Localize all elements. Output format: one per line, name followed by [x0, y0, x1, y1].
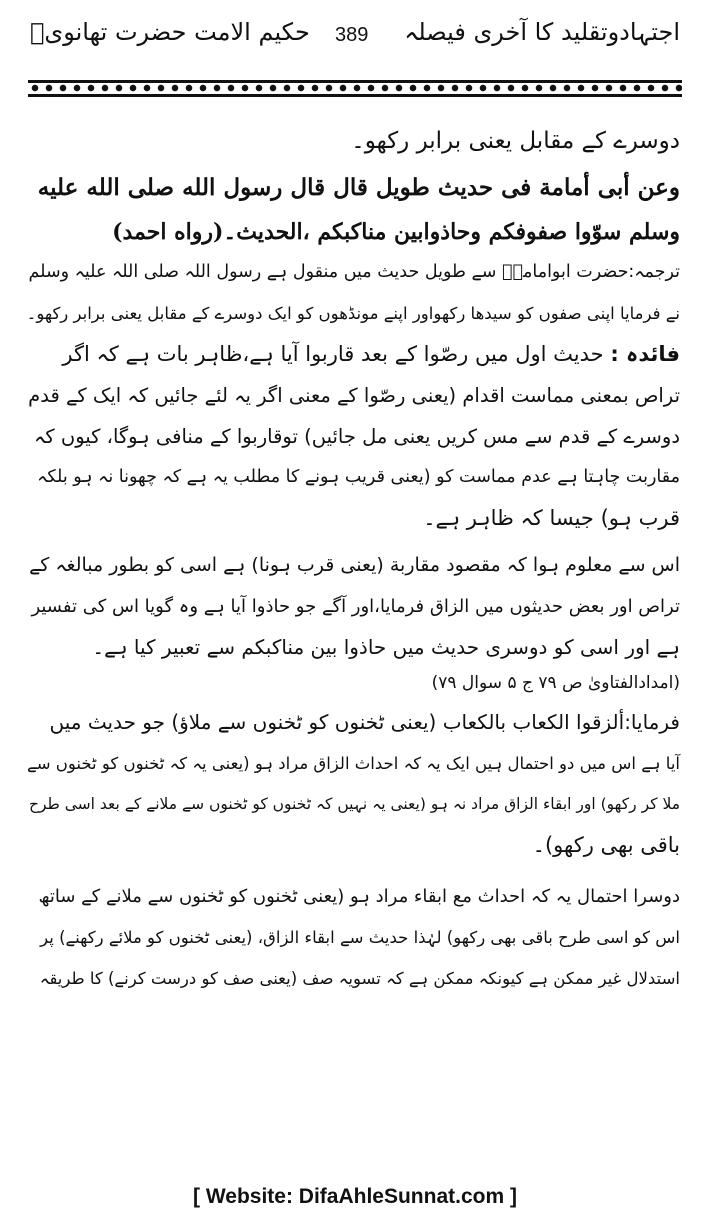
header-ornament-divider — [28, 80, 682, 98]
text-line: دوسرے کے قدم سے مس کریں یعنی مل جائیں) توقاربوا کے منافی ہوگا، کیوں کہ — [33, 425, 680, 448]
text-line: مقاربت چاہتا ہے عدم مماست کو (یعنی قریب ہونے کا مطلب یہ ہے کہ چھونا نہ ہو بلکہ — [37, 467, 680, 487]
arabic-hadith-line: وسلم سوّوا صفوفکم وحاذوابین مناکبکم ،الحدیث۔(رواه احمد) — [112, 219, 680, 245]
text-line: باقی بھی رکھو)۔ — [532, 833, 680, 857]
page-number: 389 — [335, 24, 369, 46]
text-line: فرمایا:ألزقوا الکعاب بالکعاب (یعنی ٹخنوں کو ٹخنوں سے ملاؤ) جو حدیث میں — [49, 710, 680, 734]
book-title: اجتہادوتقلید کا آخری فیصلہ — [404, 18, 680, 46]
text-line — [28, 334, 680, 375]
page-body — [28, 118, 680, 999]
benefit-label: فائدہ : — [610, 342, 680, 366]
ornament-bottom-line — [28, 94, 682, 97]
author-name: حکیم الامت حضرت تھانویؒ — [30, 18, 310, 46]
reference-citation: (امدادالفتاویٰ ص ۷۹ ج ۵ سوال ۷۹) — [431, 673, 680, 693]
text-line: ترجمہ:حضرت ابوامامہؓ سے طویل حدیث میں منقول ہے رسول اللہ صلی اللہ علیہ وسلم — [28, 262, 680, 282]
text-line: ملا کر رکھو) اور ابقاء الزاق مراد نہ ہو (یعنی یہ نہیں کہ ٹخنوں کو ٹخنوں سے ملانے کے بعد اسی طرح — [28, 795, 680, 813]
text-line: استدلال غیر ممکن ہے کیونکہ ممکن ہے کہ تسویہ صف (یعنی صف کو درست کرنے) کا طریقہ — [39, 969, 680, 988]
page-header — [30, 14, 680, 58]
text-line: دوسرے کے مقابل یعنی برابر رکھو۔ — [351, 128, 680, 154]
text-line: ہے اور اسی کو دوسری حدیث میں حاذوا بین مناکبکم سے تعبیر کیا ہے۔ — [92, 635, 680, 659]
text-line: تراص اور بعض حدیثوں میں الزاق فرمایا،اور آگے جو حاذوا آیا ہے وہ گویا اس کی تفسیر — [31, 596, 680, 617]
text-span: حدیث اول میں رصّوا کے بعد قاربوا آیا ہے،ظاہر بات ہے کہ اگر — [62, 342, 604, 366]
text-line: آیا ہے اس میں دو احتمال ہیں ایک یہ کہ احداث الزاق مراد ہو (یعنی یہ کہ ٹخنوں کو ٹخنوں سے — [27, 754, 680, 773]
text-line: اس کو اسی طرح باقی بھی رکھو) لہٰذا حدیث سے ابقاء الزاق، (یعنی ٹخنوں کو ملائے رکھنے) پر — [40, 928, 680, 947]
text-line: نے فرمایا اپنی صفوں کو سیدھا رکھواور اپنے مونڈھوں کو ایک دوسرے کے مقابل یعنی برابر رکھو۔ — [26, 304, 680, 323]
text-line: تراص بمعنی مماست اقدام (یعنی رصّوا کے معنی اگر یہ لئے جائیں کہ ایک کے قدم — [28, 384, 680, 407]
text-line: قرب ہو) جیسا کہ ظاہر ہے۔ — [423, 506, 680, 530]
text-line: دوسرا احتمال یہ کہ احداث مع ابقاء مراد ہو (یعنی ٹخنوں کو ٹخنوں سے ملانے کے ساتھ — [38, 886, 680, 907]
website-footer: [ Website: DifaAhleSunnat.com ] — [193, 1185, 517, 1208]
ornament-dots — [28, 83, 682, 93]
arabic-hadith-line: وعن أبی أمامة فی حدیث طویل قال قال رسول الله صلی الله علیه — [37, 174, 680, 201]
text-line: اس سے معلوم ہوا کہ مقصود مقاربة (یعنی قرب ہونا) ہے اسی کو بطور مبالغہ کے — [29, 554, 680, 576]
